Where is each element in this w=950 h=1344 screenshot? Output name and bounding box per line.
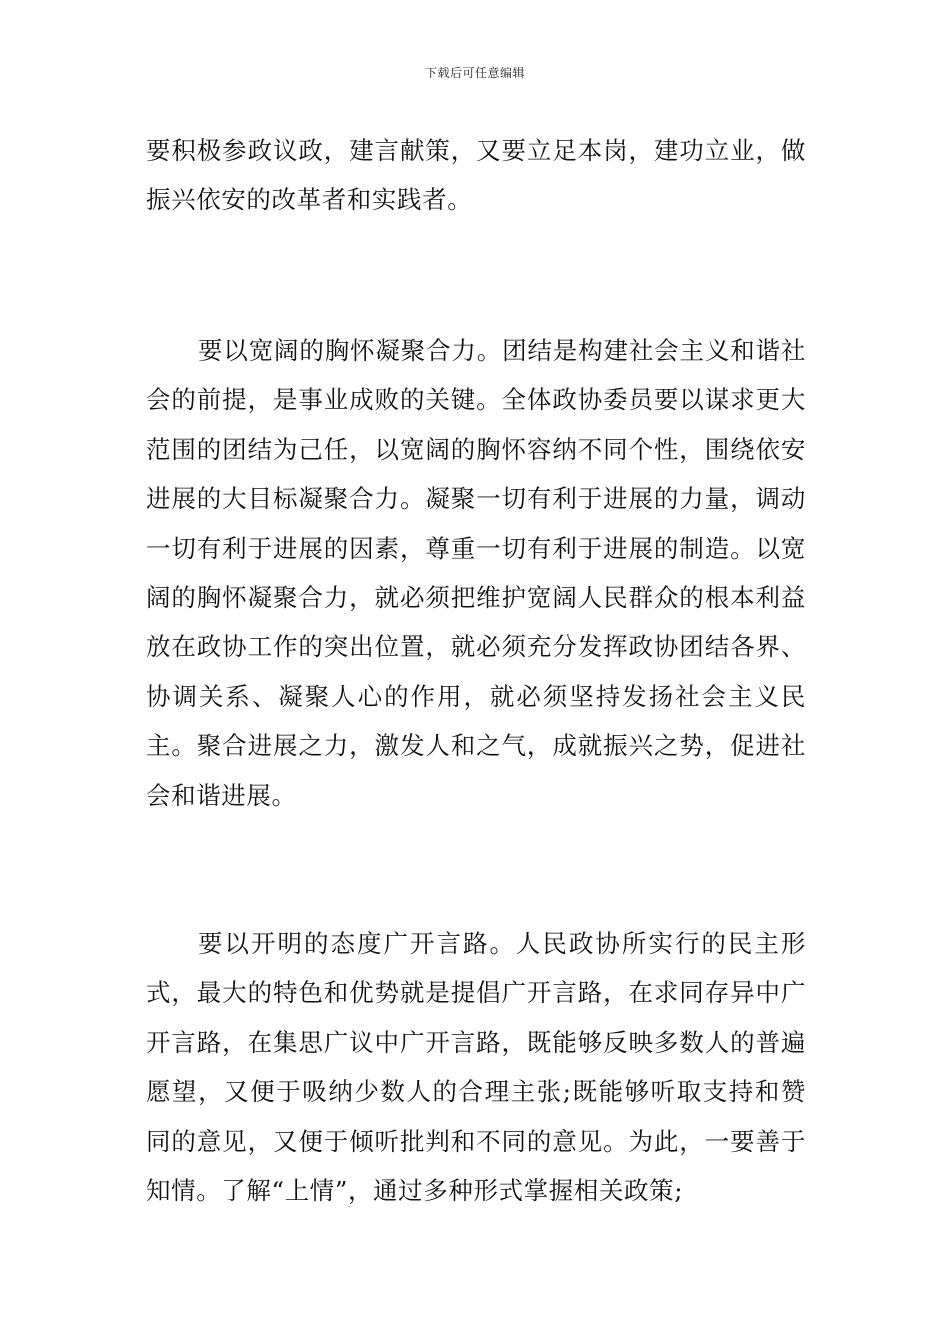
- page-header: 下载后可任意编辑: [424, 66, 525, 80]
- paragraph-open-speech: 要以开明的态度广开言路。人民政协所实行的民主形式，最大的特色和优势就是提倡广开言路，在求同存异中广开言路，在集思广议中广开言路，既能够反映多数人的普遍愿望，又便于吸纳少数人的合理主张;既能够听取支持和赞同的意见，又便于倾听批判和不同的意见。为此，一要善于知情。了解“上情”，通过多种形式掌握相关政策;: [146, 929, 806, 1206]
- paragraph-continuation: 要积极参政议政，建言献策，又要立足本岗，建功立业，做振兴依安的改革者和实践者。: [146, 136, 806, 215]
- paragraph-unity: 要以宽阔的胸怀凝聚合力。团结是构建社会主义和谐社会的前提，是事业成败的关键。全体政协委员要以谋求更大范围的团结为己任，以宽阔的胸怀容纳不同个性，围绕依安进展的大目标凝聚合力。凝聚一切有利于进展的力量，调动一切有利于进展的因素，尊重一切有利于进展的制造。以宽阔的胸怀凝聚合力，就必须把维护宽阔人民群众的根本利益放在政协工作的突出位置，就必须充分发挥政协团结各界、协调关系、凝聚人心的作用，就必须坚持发扬社会主义民主。聚合进展之力，激发人和之气，成就振兴之势，促进社会和谐进展。: [146, 336, 806, 810]
